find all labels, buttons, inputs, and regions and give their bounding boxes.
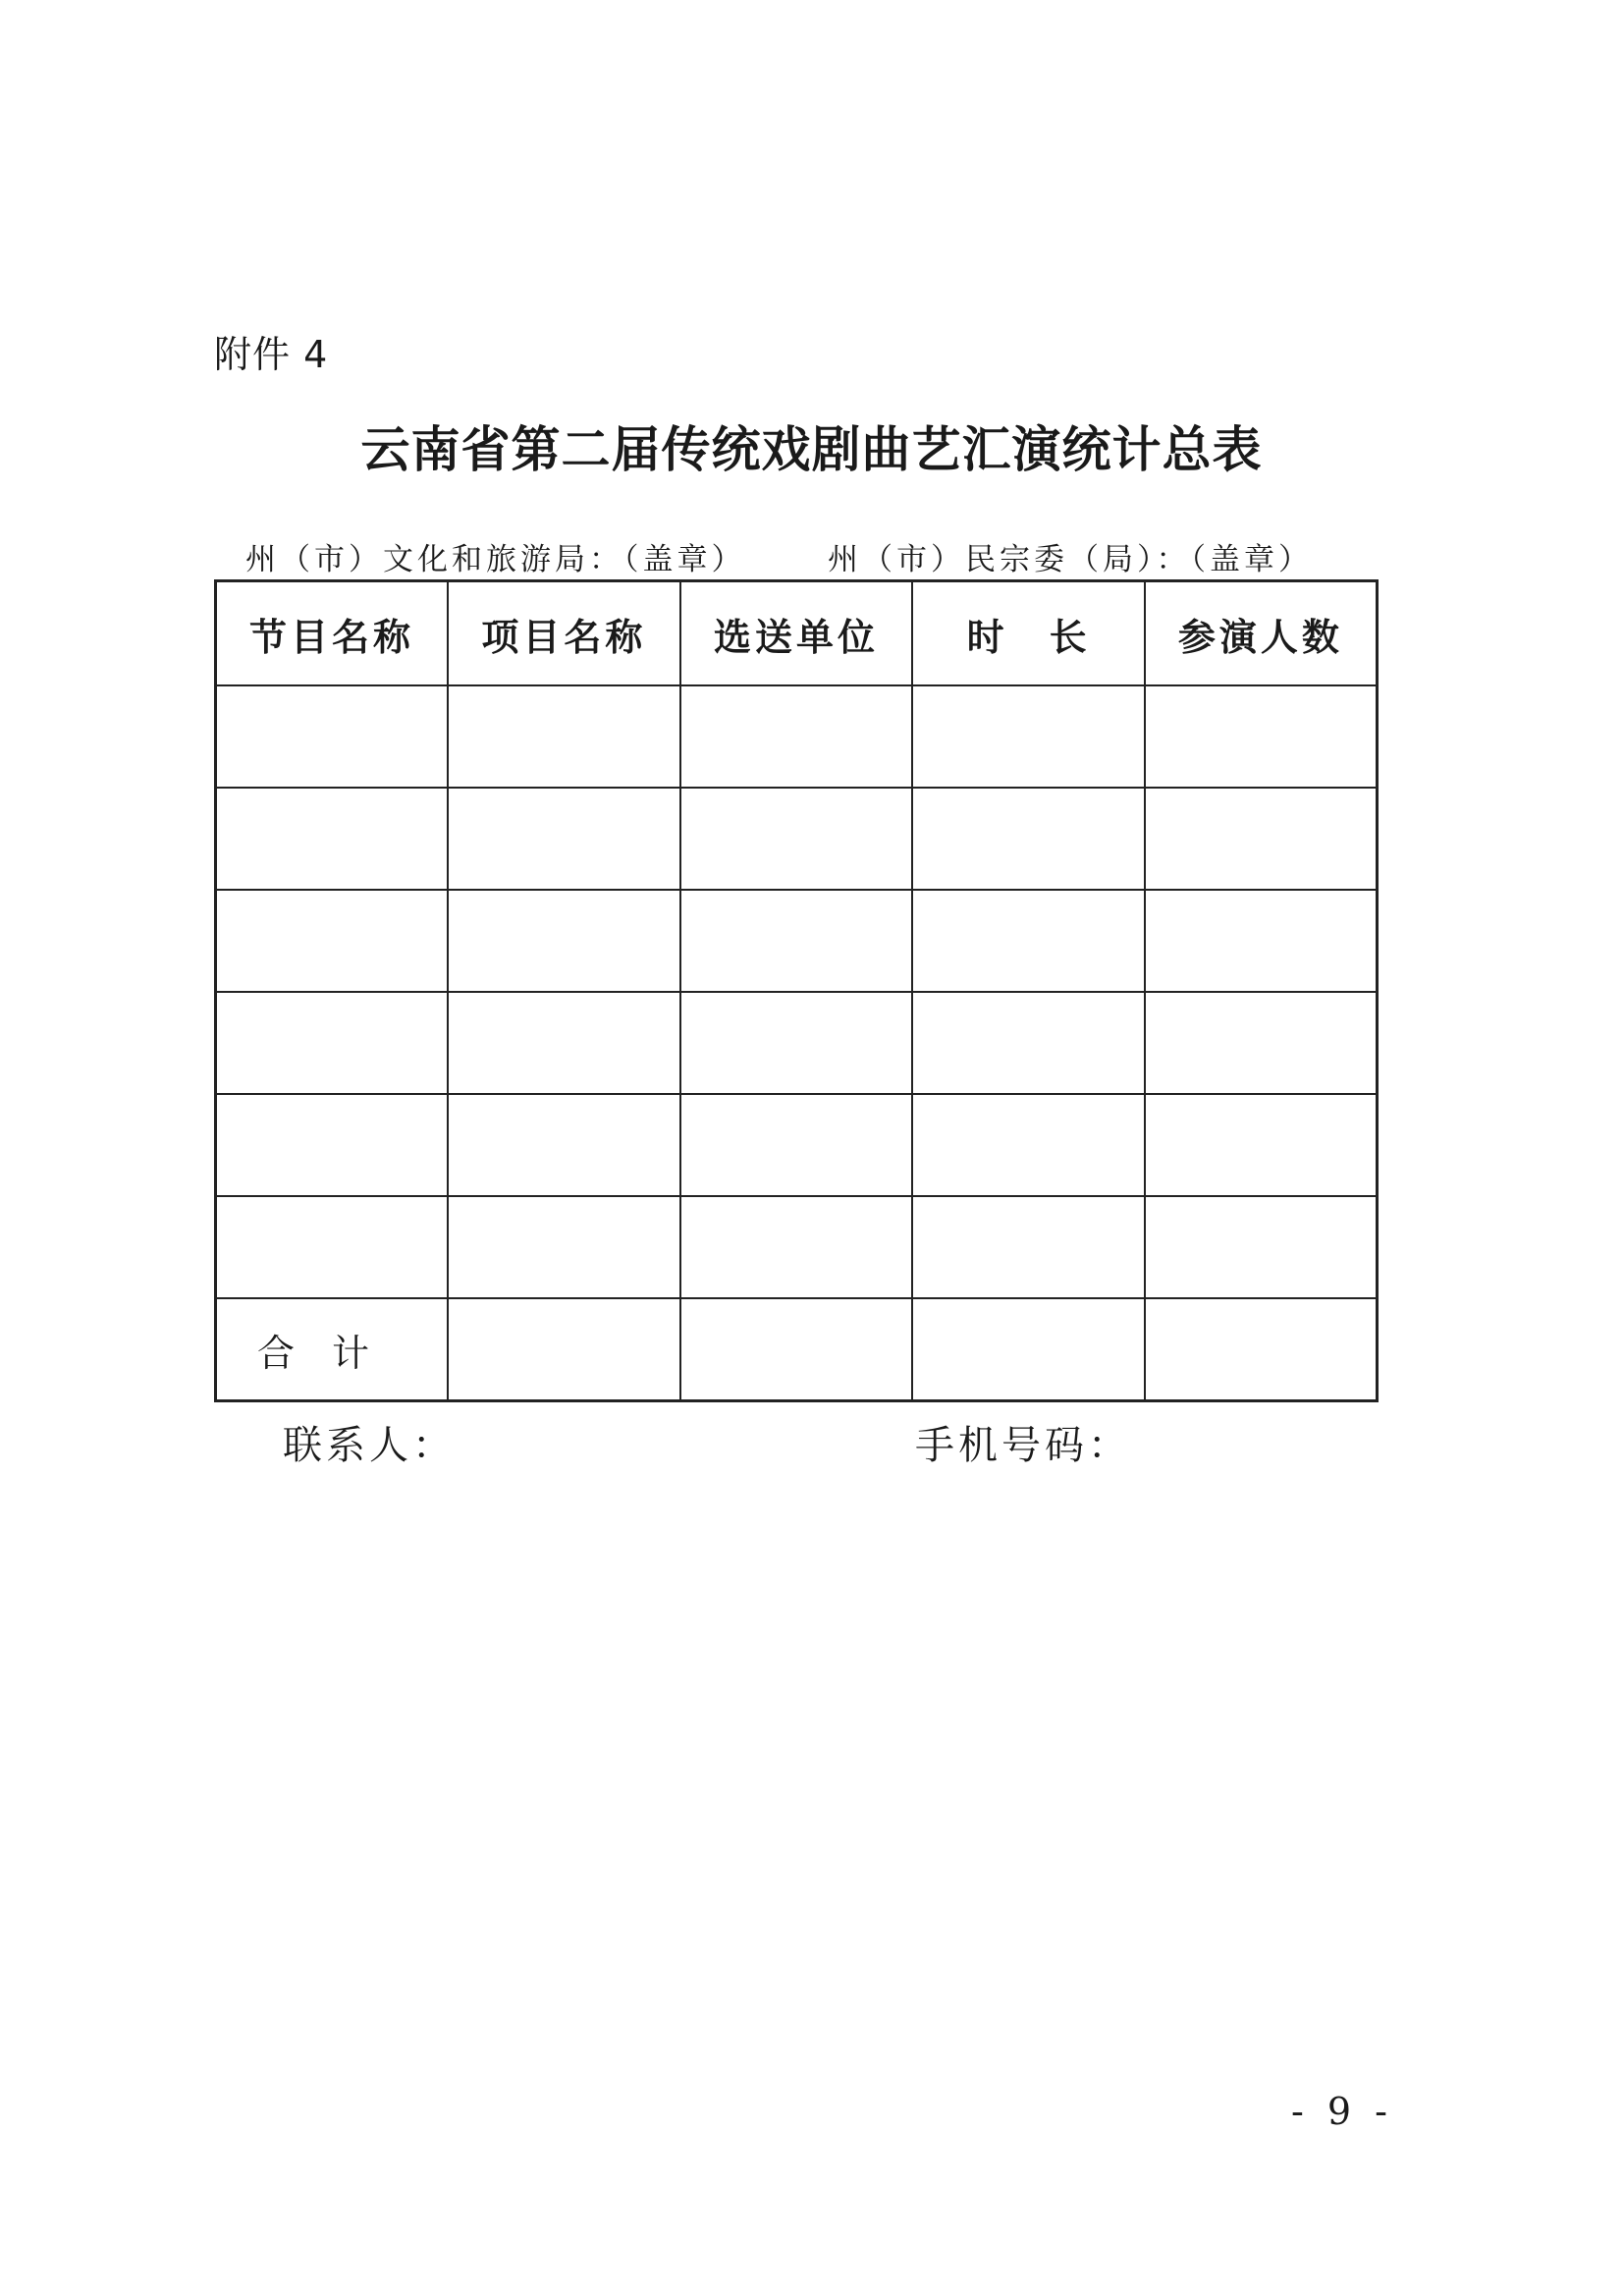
table-row — [216, 890, 1378, 992]
header-duration: 时 长 — [912, 581, 1145, 686]
table-cell[interactable] — [680, 1094, 913, 1196]
table-cell[interactable] — [448, 1298, 680, 1401]
table-cell[interactable] — [1145, 890, 1378, 992]
table-cell[interactable] — [912, 1094, 1145, 1196]
table-cell[interactable] — [216, 1196, 449, 1298]
total-row — [216, 1298, 1378, 1401]
table-cell[interactable] — [912, 788, 1145, 890]
table-cell[interactable] — [1145, 1196, 1378, 1298]
table-cell[interactable] — [1145, 1094, 1378, 1196]
table-cell[interactable] — [912, 992, 1145, 1094]
contact-person-label: 联系人： — [283, 1423, 456, 1468]
phone-number-label: 手机号码： — [915, 1423, 1131, 1468]
header-project-name: 项目名称 — [448, 581, 680, 686]
table-cell[interactable] — [680, 992, 913, 1094]
table-row — [216, 1094, 1378, 1196]
table-cell[interactable] — [680, 1196, 913, 1298]
table-cell[interactable] — [1145, 685, 1378, 788]
table-cell[interactable] — [448, 992, 680, 1094]
table-cell[interactable] — [912, 1196, 1145, 1298]
table-cell[interactable] — [680, 1298, 913, 1401]
header-program-name: 节目名称 — [216, 581, 449, 686]
table-cell[interactable] — [680, 788, 913, 890]
seal-ethnic-religious-committee: 州（市）民宗委（局）：（盖章） — [828, 542, 1313, 577]
table-cell[interactable] — [216, 890, 449, 992]
header-submitting-unit: 选送单位 — [680, 581, 913, 686]
table-row — [216, 992, 1378, 1094]
header-performer-count: 参演人数 — [1145, 581, 1378, 686]
table-cell[interactable] — [912, 890, 1145, 992]
table-cell[interactable] — [680, 890, 913, 992]
table-cell[interactable] — [912, 685, 1145, 788]
table-cell[interactable] — [216, 992, 449, 1094]
statistics-table — [214, 579, 1379, 1402]
table-row — [216, 685, 1378, 788]
table-cell[interactable] — [448, 685, 680, 788]
table-header-row — [216, 581, 1378, 686]
table-cell[interactable] — [448, 1196, 680, 1298]
seal-culture-tourism-bureau: 州（市）文化和旅游局：（盖章） — [245, 542, 746, 577]
table-cell[interactable] — [448, 1094, 680, 1196]
table-cell[interactable] — [680, 685, 913, 788]
table-cell[interactable] — [448, 890, 680, 992]
table-cell[interactable] — [912, 1298, 1145, 1401]
table-cell[interactable] — [1145, 1298, 1378, 1401]
table-cell[interactable] — [216, 788, 449, 890]
table-row — [216, 1196, 1378, 1298]
table-cell[interactable] — [1145, 788, 1378, 890]
document-title: 云南省第二届传统戏剧曲艺汇演统计总表 — [360, 420, 1263, 478]
table-cell[interactable] — [216, 685, 449, 788]
table-cell[interactable] — [216, 1094, 449, 1196]
total-label: 合计 — [216, 1298, 449, 1401]
table-cell[interactable] — [448, 788, 680, 890]
attachment-label: 附件 4 — [214, 333, 329, 376]
table-row — [216, 788, 1378, 890]
table-cell[interactable] — [1145, 992, 1378, 1094]
page-number: - 9 - — [1291, 2090, 1394, 2133]
